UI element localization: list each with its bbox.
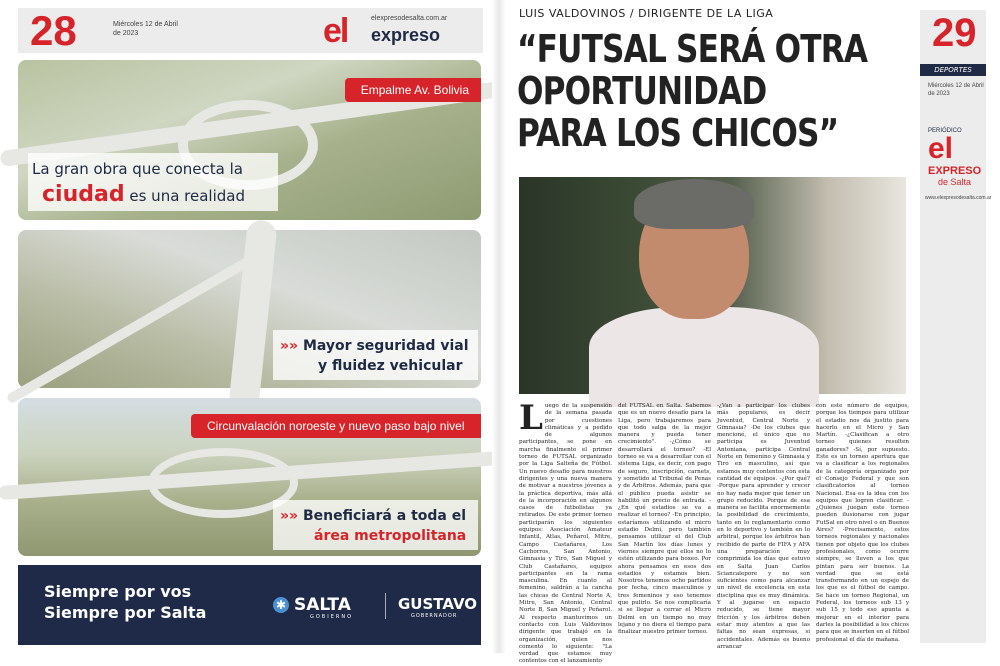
page-number: 28 [30,7,77,54]
caption-text: La gran obra que conecta la [32,160,243,178]
right-page [505,0,1000,665]
page-gutter [492,0,506,653]
page-number: 29 [932,11,977,55]
photo-panel-circunvalacion [18,398,481,556]
article-column-4: con este número de equipos, porque los tiempos para utilizar el estadio nos da justito para hacerlo en el Micro y San Martín. -¿Clasifican a otro torneo quienes resulten ganadores? -Sí, por supuesto. Este es un torneo apertura que va a clasificar a los regionales de la categoría organizado por el Consejo Federal y que son clasificatorios al torneo Nacional. Esa es la idea con los equipos que logren clasificar. -¿Quienes juegan este torneo pueden ilusionarse con jugar FutSal en otro nivel o en Buenos Aires? -Precisamente, estos torneos regionales y nacionales tienen por objeto que los clubes profesionales, como ocurre siempre, se lleven a los que pintan para ser buenos. La verdad que se está transformando en un espejo de los que es el fútbol de campo. Se hace un torneo Regional, un Federal, los torneos sub 13 y sub 15 y todo eso apunta a mejorar en el interior para darles la posibilidad a los chicos para que se inserten en el fútbol profesional el día de mañana. [816,403,909,643]
caption-line-2: y fluidez vehicular [318,358,463,374]
headline-line-2: OPORTUNIDAD [517,69,767,113]
article-kicker: LUIS VALDOVINOS / DIRIGENTE DE LA LIGA [519,7,774,20]
logo-el: el [928,132,954,165]
caption-text: Beneficiará a toda el [302,508,467,524]
photo-hair-shape [634,179,754,229]
photo-shirt-shape [589,307,819,407]
chevrons-icon: »» [280,338,303,354]
caption-text: Mayor seguridad vial [302,338,469,354]
road-shape [228,219,278,411]
gustavo-text: GUSTAVO [398,595,478,613]
article-headline [517,27,868,155]
logo-de-salta: de Salta [938,177,972,187]
article-column-3: -¿Van a participar los clubes más populares, es decir Juventud, Central Norte y Gimnasia? -De los clubes que mencioné, el único que no participa es Juventud Antoniana, participa Central Norte en femenino y Gimnasia y Tiro en masculino, así que estamos muy contentos con esta cantidad de equipos. -¿Por qué? -Porque para aprender y crecer no hay nada mejor que tener un grupo reducido. Porque de esa manera se facilita enormemente la posibilidad de crecimiento, tanto en lo reglamentario como en lo deportivo y también en lo arbitral, porque los árbitros han recibido de parte de FIFA y AFA una preparación muy comprimida los días que estuvo en Salta Juan Carlos Sciancalepore y no son suficientes como para alcanzar un nivel de excelencia en esta disciplina que es muy dinámica. Y al jugarse en espacio reducido, se tiene mayor fricción y los árbitros deben estar muy atentos a que las faltas no sean expresas, si accidentales. Además es bueno arrancar [717,403,810,650]
newspaper-logo [323,14,483,50]
caption-line-1 [280,338,469,354]
banner-slogan [44,581,206,623]
government-ad-banner [18,565,481,645]
gobierno-text: GOBIERNO [310,614,354,620]
logo-expreso: expreso [371,25,441,45]
drop-cap: L [519,398,543,438]
page-header [18,8,483,53]
section-sidebar [920,10,992,643]
panel-tag: Empalme Av. Bolivia [345,78,481,102]
star-icon: ✱ [273,597,289,613]
logo-el: el [323,12,348,50]
article-body [519,398,911,665]
logo-expreso: EXPRESO [928,165,982,177]
left-page [0,0,495,653]
logo-url: elexpresodesalta.com.ar [371,15,448,22]
chevrons-icon: »» [280,508,303,524]
panel-tag: Circunvalación noroeste y nuevo paso bajo nivel [191,414,481,438]
interview-photo [519,177,906,394]
caption-highlight: área metropolitana [314,528,467,544]
website-url: www.elexpresodesalta.com.ar [925,195,992,201]
logo-periodico: PERIÓDICO [928,128,962,134]
issue-date: Miércoles 12 de Abril de 2023 [928,83,984,97]
article-column-2: del FUTSAL en Salta. Sabemos que es un nuevo desafío para la Liga, pero trabajaremos para que todo salga de la mejor manera y pueda tener crecimiento". -¿Cómo se desarrollará el torneo? -El torneo se va a desarrollar con el sistema Liga, es decir, con pago de seguro, inscripción, carnets, y sometido al Tribunal de Penas y de Árbitros. Además, para que el público pueda asistir se habilitó un precio de entrada. -¿En qué estadios se va a realizar el torneo? -En principio, estaríamos utilizando el micro estadio Delmi, pero también pensamos utilizar el del Club San Martín los días lunes y viernes siempre que ellos no lo estén utilizando para boxeo. Por ahora pensamos en esos dos estadios y estamos bien. Nosotros tenemos ocho partidos por fecha, cinco masculinos y tres femeninos y eso tenemos que pulirlo. Se nos complicaría si se llegar a cerrar el Micro Delmi en un tiempo no muy lejano y no diera el tiempo para finalizar nuestro primer torneo. [618,403,711,636]
salta-logo-text: SALTA [294,595,351,615]
headline-line-1: “FUTSAL SERÁ OTRA [517,27,868,71]
article-column-1 [519,398,612,665]
headline-line-3: PARA LOS CHICOS” [517,111,839,155]
caption-text: es una realidad [129,187,245,205]
divider [385,593,386,619]
slogan-line-1: Siempre por vos [44,582,192,601]
caption-highlight: ciudad [42,182,125,207]
issue-date: Miércoles 12 de Abril de 2023 [113,21,178,37]
column-text: uego de la suspensión de la semana pasada por cuestiones climáticas y a pedido de algunos participantes, se pone en marcha finalmente el primer torneo de FUTSAL organizado por la Liga Salteña de Fútbol. Un nuevo desafío para nuestros dirigentes y una nueva manera de motivar a nuestros jóvenes a la práctica deportiva, más allá de la incorporación en algunos casos de futbolistas ya retirados. De este primer torneo participarán los siguientes equipos: Asociación Amateur Infantil, Atlas, Peñarol, Mitre, Campo Castañares, Los Cachorros, San Antonio, Gimnasia y Tiro, San Miguel y Club Castañares, equipos participantes en la rama masculina. En cuanto al femenino, saldrán a la cancha las chicas de Central Norte A, Mitre, San Antonio, Central Norte B, San Miguel y Peñarol. Al respecto mantuvimos un contacto con Luis Valdovinos dirigente que trabajó en la organización, quien nos comentó lo siguiente: "La verdad que estamos muy contentos con el lanzamiento [519,403,612,665]
photo-panel-seguridad [18,230,481,388]
section-label: DEPORTES [920,64,986,76]
slogan-line-2: Siempre por Salta [44,603,207,622]
caption-line-1 [280,508,466,524]
photo-panel-bolivia [18,60,481,220]
caption-line-1 [32,160,243,178]
gobernador-text: GOBERNADOR [411,613,458,619]
caption-line-2 [42,182,245,207]
